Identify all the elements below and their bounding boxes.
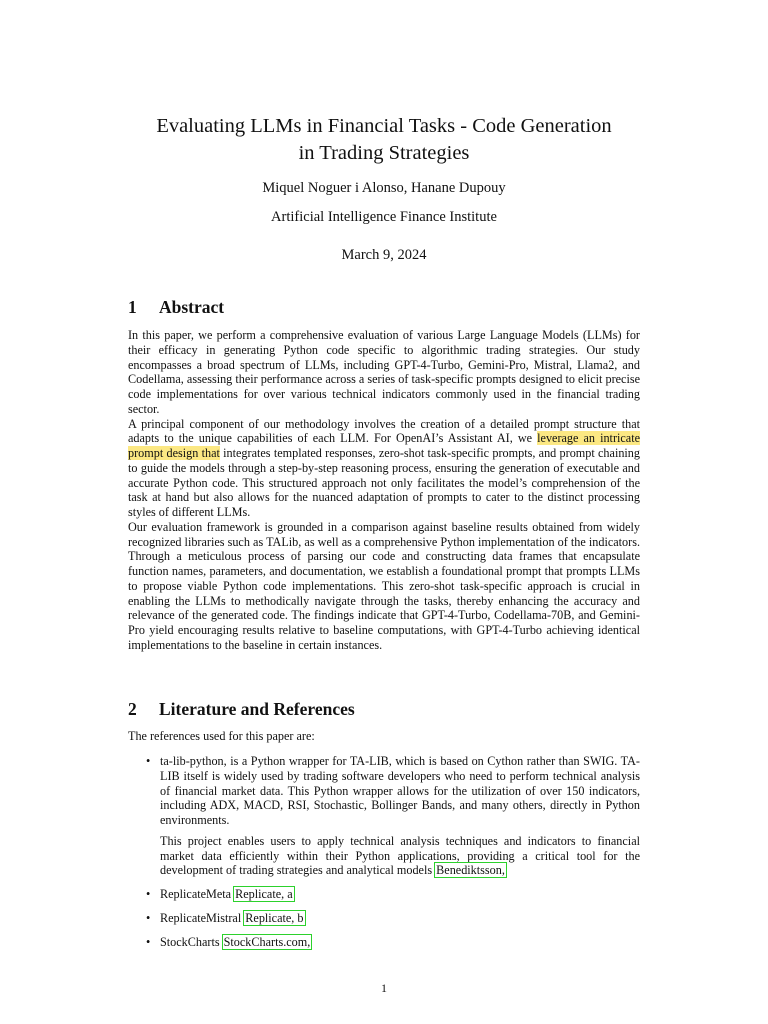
paper-title [100,113,668,167]
bullet-icon: • [146,910,151,925]
abstract-paragraph-2 [128,417,640,520]
section-title: Abstract [159,297,225,317]
list-item [128,754,640,878]
citation-link[interactable]: StockCharts.com, [223,934,311,949]
literature-heading [128,699,355,720]
list-item [128,887,640,902]
title-line-2: in Trading Strategies [298,142,470,164]
bullet-icon: • [146,887,151,901]
reference-text: StockCharts [160,934,223,949]
bullet-icon: • [146,934,151,949]
reference-paragraph [160,834,640,878]
paragraph-text: A principal component of our methodology involves the creation of a detailed prompt structure that adapts to the unique capabilities of each LLM. For OpenAI’s Assistant AI, we [128,416,640,446]
reference-text: ta-lib-python, is a Python wrapper for TA-LIB, which is based on Cython rather than SWIG. TA-LIB itself is widely used by trading software developers who need to perform technical analysis of financial market data. This Python wrapper allows for the utilization of over 150 indicators, including ADX, MACD, RSI, Stochastic, Bollinger Bands, and many others, directly in Python environments. [160,754,640,827]
citation-link[interactable]: Replicate, a [235,887,293,901]
abstract-heading [128,297,224,318]
section-number: 2 [128,699,137,719]
reference-text: ReplicateMeta [160,887,235,901]
references-intro: The references used for this paper are: [128,729,315,743]
paragraph-text: integrates templated responses, zero-shot task-specific prompts, and prompt chaining to guide the models through a step-by-step reasoning process, ensuring the generation of executable and accurate Python code. This structured approach not only facilitates the model’s comprehension of the task at hand but also allows for the nuanced adaptation of prompts to cater to the distinct processing styles of different LLMs. [128,446,640,519]
authors: Miquel Noguer i Alonso, Hanane Dupouy [262,180,506,196]
abstract-paragraph-1: In this paper, we perform a comprehensive evaluation of various Large Language Models (LLMs) for their efficacy in generating Python code specific to algorithmic trading strategies. Our study encompasses a broad spectrum of LLMs, including GPT-4-Turbo, Gemini-Pro, Mistral, Llama2, and Codellama, assessing their performance across a series of task-specific prompts designed to elicit precise code implementations for over various technical indicators commonly used in the financial trading sector. [128,328,640,416]
reference-text: ReplicateMistral [160,910,245,925]
list-item [128,935,640,950]
list-item [128,911,640,926]
section-title: Literature and References [159,699,355,719]
references-list [128,754,640,949]
title-line-1: Evaluating LLMs in Financial Tasks - Code Generation [156,115,612,137]
reference-text: This project enables users to apply technical analysis techniques and indicators to financial market data efficiently within their Python applications, providing a critical tool for the development of trading strategies and analytical models [160,833,640,878]
date: March 9, 2024 [341,247,427,263]
abstract-paragraph-3: Our evaluation framework is grounded in a comparison against baseline results obtained from widely recognized libraries such as TALib, as well as a comprehensive Python implementation of the indicators. Through a meticulous process of parsing our code and constructing data frames that encapsulate function names, parameters, and documentation, we establish a foundational prompt that prompts LLMs to propose viable Python code implementations. This zero-shot task-specific approach is crucial in enabling the LLMs to methodically navigate through the tasks, thereby enhancing the accuracy and relevance of the generated code. The findings indicate that GPT-4-Turbo, Codellama-70B, and Gemini-Pro yield encouraging results relative to baseline computations, with GPT-4-Turbo achieving identical implementations to the baseline in certain instances. [128,519,640,652]
affiliation: Artificial Intelligence Finance Institute [271,209,497,225]
citation-link[interactable]: Benediktsson, [436,863,505,878]
bullet-icon: • [146,754,151,768]
citation-link[interactable]: Replicate, b [245,910,304,925]
highlighted-text[interactable]: leverage an intricate prompt design that [128,431,640,460]
section-number: 1 [128,297,137,317]
page-number: 1 [381,981,387,995]
abstract-body [128,328,640,653]
